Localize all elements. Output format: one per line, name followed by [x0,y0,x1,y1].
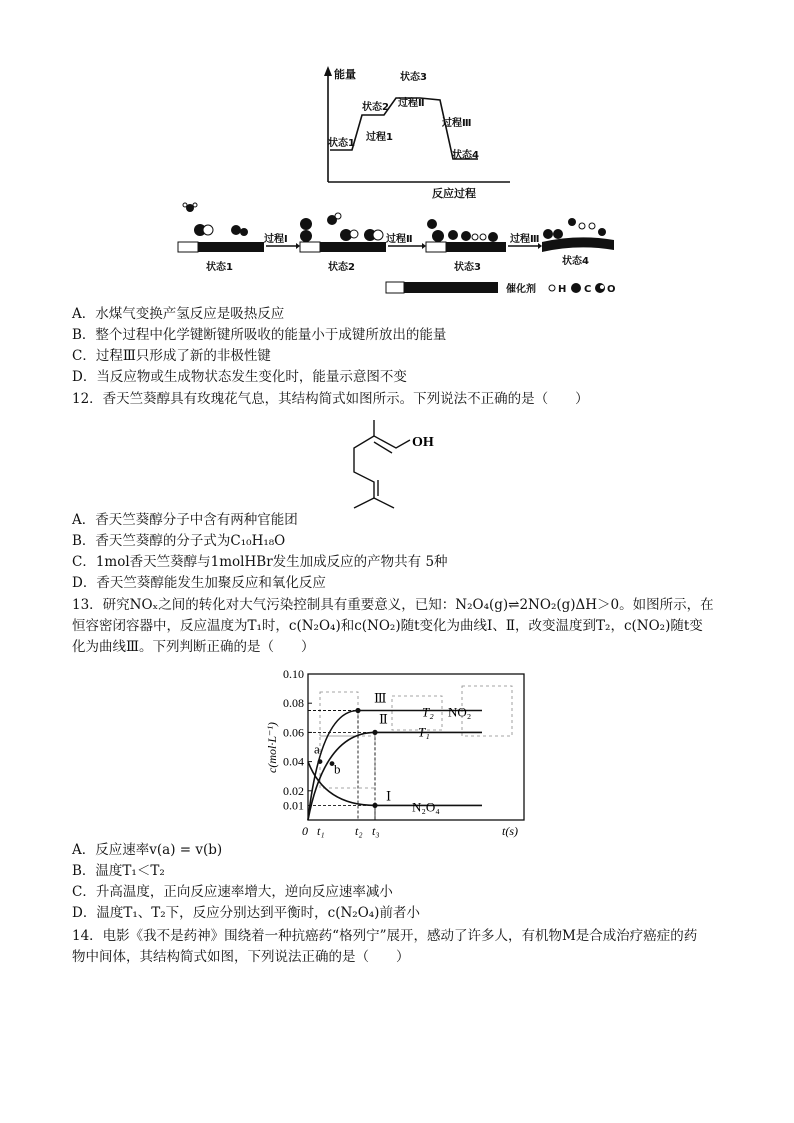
scheme-legend [386,282,616,295]
energy-process-3: 过程Ⅲ [442,118,472,129]
energy-process-1: 过程1 [366,132,393,143]
catalyst-bar-1 [178,242,264,252]
scheme-process-1: 过程Ⅰ [264,234,288,245]
x-tick-label-0: 0 [302,824,308,838]
x-axis-label: t(s) [502,824,518,838]
y-tick-label-3: 0.06 [283,725,304,740]
oh-label: OH [412,435,434,450]
geraniol-structure [330,416,450,508]
catalyst-bar-2 [300,242,386,252]
y-tick-label-5: 0.10 [283,667,304,681]
q14-stem-line-1: 14．电影《我不是药神》围绕着一种抗癌药“格列宁”展开，感动了许多人，有机物M是合成治疗癌症的药 [72,928,698,944]
q12-option-d: D．香天竺葵醇能发生加聚反应和氧化反应 [72,575,326,591]
q13-option-a: A．反应速率v(a) = v(b) [72,842,223,858]
y-tick-label-1: 0.02 [283,783,304,798]
molecules-state-4 [543,218,606,239]
point-b-label: b [334,761,341,777]
catalyst-scheme [170,198,620,298]
chart-grid-box-2 [392,696,442,730]
series-iii-temp-label: T₂ [422,704,434,720]
energy-y-label: 能量 [334,68,356,81]
q11-option-c: C．过程Ⅲ只形成了新的非极性键 [72,348,271,364]
q12-option-c: C．1mol香天竺葵醇与1molHBr发生加成反应的产物共有 5种 [72,554,448,570]
legend-h: H [558,284,567,295]
y-tick-label-4: 0.08 [283,696,304,711]
scheme-state-2: 状态2 [328,262,355,273]
legend-catalyst-label: 催化剂 [506,284,536,295]
series-ii-label: Ⅱ [379,711,388,727]
energy-x-label: 反应过程 [432,187,476,200]
y-axis-label: c(mol·L⁻¹) [265,722,279,773]
energy-state-2: 状态2 [362,102,389,113]
catalyst-bar-3 [426,242,506,252]
q13-stem-line-3: 化为曲线Ⅲ。下列判断正确的是（ ） [72,639,315,655]
point-a-marker [318,759,323,764]
x-tick-label-2: t₂ [355,824,363,838]
catalyst-bar-4 [542,237,614,252]
scheme-state-3: 状态3 [454,262,481,273]
y-tick-label-0: 0.01 [283,798,304,813]
q12-option-a: A．香天竺葵醇分子中含有两种官能团 [72,512,298,528]
q14-stem-line-2: 物中间体，其结构简式如图，下列说法正确的是（ ） [72,949,410,965]
chart-grid-box-0 [320,692,358,736]
x-tick-label-1: t₁ [317,824,325,838]
series-ii-temp-label: T₁ [418,724,430,740]
q13-option-c: C．升高温度，正向反应速率增大，逆向反应速率减小 [72,884,393,900]
legend-c: C [584,284,592,295]
chain-upper [374,420,410,448]
molecules-state-2 [300,213,383,242]
series-i-label: Ⅰ [386,788,392,804]
energy-state-4: 状态4 [452,150,479,161]
q13-stem-line-1: 13．研究NOₓ之间的转化对大气污染控制具有重要意义，已知：N₂O₄(g)⇌2NO₂(g)ΔH＞0。如图所示，在 [72,597,714,613]
concentration-chart [262,662,532,840]
molecules-state-3 [427,219,498,242]
energy-diagram [300,62,520,200]
molecules-state-1 [183,203,248,236]
energy-y-arrow [324,66,332,76]
q13-option-d: D．温度T₁、T₂下，反应分别达到平衡时，c(N₂O₄)前者小 [72,905,420,921]
q12-option-b: B．香天竺葵醇的分子式为C₁₀H₁₈O [72,533,286,549]
series-i-species-label: N₂O₄ [412,799,440,815]
point-a-label: a [314,741,320,757]
y-tick-label-2: 0.04 [283,754,304,769]
q13-option-b: B．温度T₁＜T₂ [72,863,165,879]
legend-o: O [607,284,616,295]
q11-option-b: B．整个过程中化学键断键所吸收的能量小于成键所放出的能量 [72,327,447,343]
chain-lower [354,436,374,498]
energy-state-3: 状态3 [400,72,427,83]
q12-stem: 12．香天竺葵醇具有玫瑰花气息，其结构简式如图所示。下列说法不正确的是（ ） [72,391,589,407]
scheme-process-2: 过程Ⅱ [386,234,413,245]
scheme-state-1: 状态1 [206,262,233,273]
energy-state-1: 状态1 [328,138,355,149]
q11-option-a: A．水煤气变换产氢反应是吸热反应 [72,306,285,322]
no2-label: NO₂ [448,704,472,720]
scheme-state-4: 状态4 [562,256,589,267]
scheme-process-3: 过程Ⅲ [510,234,540,245]
q13-stem-line-2: 恒容密闭容器中，反应温度为T₁时，c(N₂O₄)和c(NO₂)随t变化为曲线Ⅰ、Ⅱ，改变温度到T₂，c(NO₂)随t变 [72,618,703,634]
q11-option-d: D．当反应物或生成物状态发生变化时，能量示意图不变 [72,369,407,385]
x-tick-label-3: t₃ [372,824,380,838]
series-iii-label: Ⅲ [374,690,387,706]
energy-process-2: 过程Ⅱ [398,98,425,109]
